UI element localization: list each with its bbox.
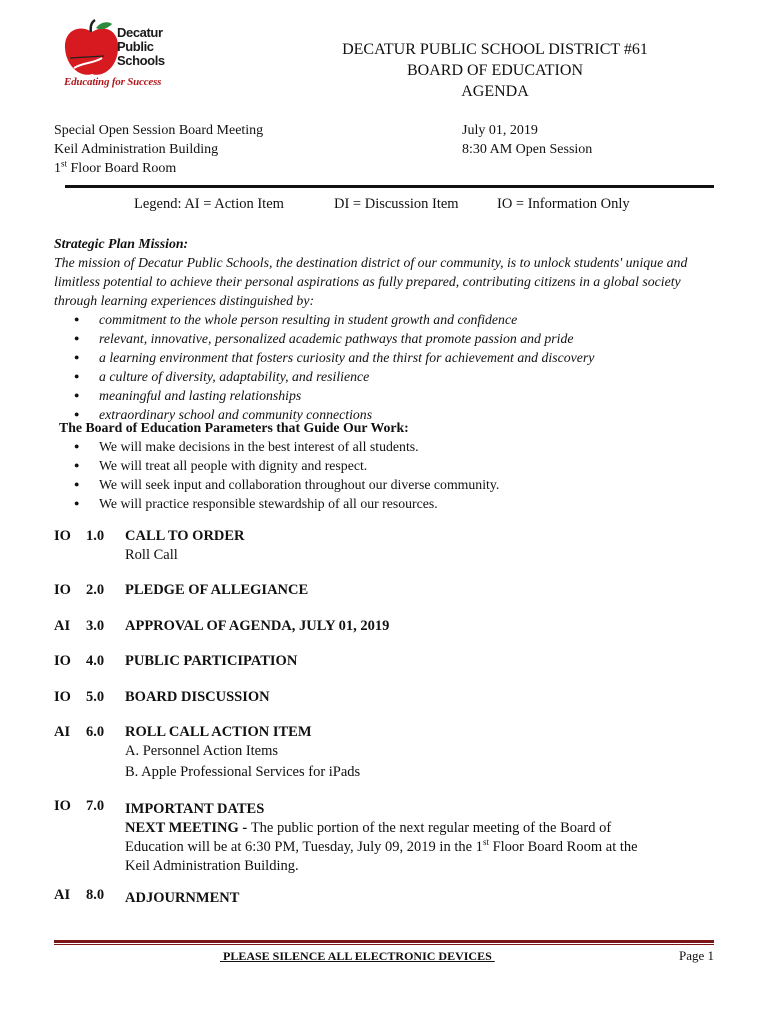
apple-logo-icon	[62, 18, 122, 80]
item-title: PUBLIC PARTICIPATION	[125, 653, 298, 669]
item-number: 8.0	[86, 887, 105, 903]
mission-title: Strategic Plan Mission:	[54, 236, 189, 251]
meeting-date: July 01, 2019	[462, 123, 538, 138]
strategic-plan-mission	[54, 234, 719, 424]
item-title: PLEDGE OF ALLEGIANCE	[125, 582, 309, 598]
item-number: 7.0	[86, 798, 105, 814]
parameter-bullet: ● We will practice responsible stewardship of all our resources.	[54, 494, 719, 513]
footer-divider	[54, 940, 714, 943]
item-title: APPROVAL OF AGENDA, JULY 01, 2019	[125, 618, 390, 634]
mission-bullet: ● meaningful and lasting relationships	[54, 386, 719, 405]
page-number: Page 1	[679, 948, 715, 963]
item-number: 3.0	[86, 618, 105, 634]
logo-wordmark: Decatur Public Schools	[117, 25, 165, 68]
item-number: 5.0	[86, 689, 105, 705]
title-line-1: DECATUR PUBLIC SCHOOL DISTRICT #61	[342, 41, 648, 58]
parameter-bullet: ● We will treat all people with dignity and respect.	[54, 456, 719, 475]
meeting-type: Special Open Session Board Meeting	[54, 123, 264, 138]
item-sub: B. Apple Professional Services for iPads	[125, 764, 361, 780]
meeting-building: Keil Administration Building	[54, 142, 219, 157]
mission-text: The mission of Decatur Public Schools, the destination district of our community, is to unlock students' unique and limitless potential to achieve their personal aspirations as fully prepared, contributing citizens in a global society through learning experiences distinguished by:	[54, 255, 688, 308]
item-title: ADJOURNMENT	[125, 890, 240, 906]
item-type: AI	[54, 724, 71, 740]
legend-io: IO = Information Only	[497, 196, 630, 212]
item-type: AI	[54, 887, 71, 903]
meeting-time: 8:30 AM Open Session	[462, 142, 593, 157]
item-type: IO	[54, 582, 71, 598]
meeting-info	[54, 121, 263, 178]
district-logo	[62, 18, 174, 94]
parameter-bullet: ● We will make decisions in the best interest of all students.	[54, 437, 719, 456]
item-number: 4.0	[86, 653, 105, 669]
footer-divider-thin	[54, 944, 714, 945]
mission-bullet: ● relevant, innovative, personalized academic pathways that promote passion and pride	[54, 329, 719, 348]
mission-bullet: ● a culture of diversity, adaptability, and resilience	[54, 367, 719, 386]
logo-tagline: Educating for Success	[64, 76, 162, 88]
meeting-room: 1st Floor Board Room	[54, 158, 177, 176]
mission-bullet: ● a learning environment that fosters curiosity and the thirst for achievement and discovery	[54, 348, 719, 367]
item-type: IO	[54, 528, 71, 544]
header-divider	[65, 185, 714, 188]
mission-bullet: ● extraordinary school and community connections	[54, 405, 719, 424]
item-type: IO	[54, 689, 71, 705]
document-title	[260, 39, 730, 102]
item-sub: Roll Call	[125, 547, 178, 563]
meeting-datetime	[462, 121, 592, 159]
item-number: 1.0	[86, 528, 105, 544]
item-type: IO	[54, 798, 71, 814]
silence-devices-notice: PLEASE SILENCE ALL ELECTRONIC DEVICES	[220, 949, 495, 963]
parameters-title: The Board of Education Parameters that Guide Our Work:	[59, 420, 409, 435]
item-sub: A. Personnel Action Items	[125, 743, 279, 759]
item-title: BOARD DISCUSSION	[125, 689, 270, 705]
mission-bullet-list	[54, 310, 719, 424]
item-number: 6.0	[86, 724, 105, 740]
parameter-bullet: ● We will seek input and collaboration throughout our diverse community.	[54, 475, 719, 494]
next-meeting-text: NEXT MEETING - The public portion of the next regular meeting of the Board of Education will be at 6:30 PM, Tuesday, July 09, 2019 in the 1st Floor Board Room at the Keil Administration Building.	[125, 820, 638, 874]
title-line-3: AGENDA	[461, 83, 529, 100]
item-type: IO	[54, 653, 71, 669]
item-type: AI	[54, 618, 71, 634]
mission-bullet: ● commitment to the whole person resulting in student growth and confidence	[54, 310, 719, 329]
item-title: ROLL CALL ACTION ITEM	[125, 724, 312, 740]
parameters-bullet-list	[54, 437, 719, 513]
item-title: CALL TO ORDER	[125, 528, 245, 544]
item-title: IMPORTANT DATES	[125, 801, 265, 817]
legend-di: DI = Discussion Item	[334, 196, 459, 212]
title-line-2: BOARD OF EDUCATION	[406, 62, 583, 79]
board-parameters	[54, 418, 719, 513]
item-number: 2.0	[86, 582, 105, 598]
legend-ai: Legend: AI = Action Item	[134, 196, 284, 212]
